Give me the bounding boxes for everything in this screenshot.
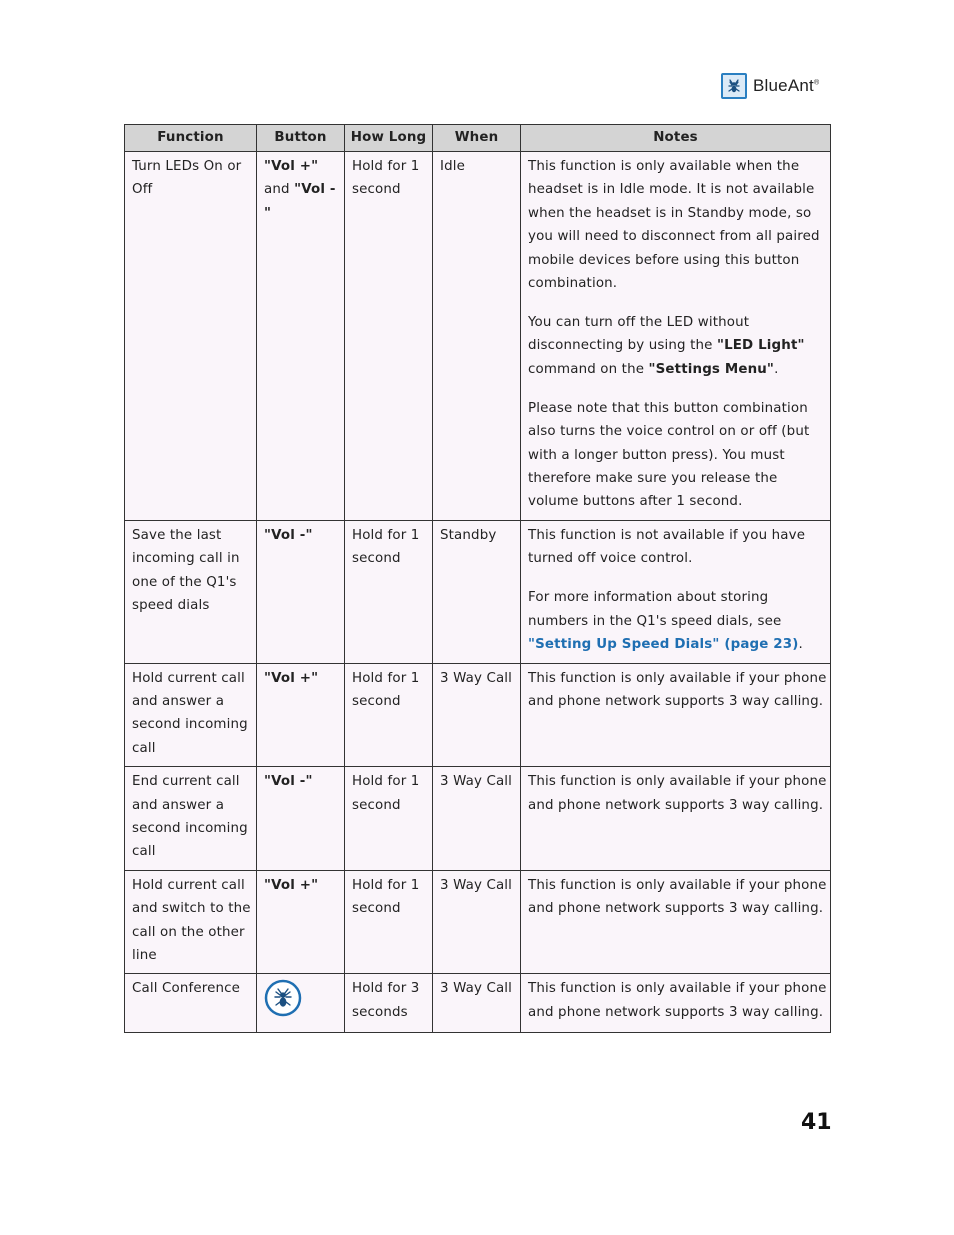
- how-long-cell: Hold for 3 seconds: [345, 974, 433, 1032]
- header-function: Function: [125, 125, 257, 152]
- when-cell: 3 Way Call: [433, 870, 521, 974]
- table-row: [125, 870, 831, 974]
- notes-cell: This function is only available if your phone and phone network supports 3 way calling.: [521, 974, 831, 1032]
- button-cell: "Vol +": [257, 663, 345, 767]
- notes-cell: [521, 520, 831, 663]
- speed-dials-link[interactable]: "Setting Up Speed Dials" (page 23): [528, 637, 799, 653]
- notes-cell: This function is only available if your phone and phone network supports 3 way calling.: [521, 663, 831, 767]
- button-cell: "Vol +": [257, 870, 345, 974]
- notes-cell: [521, 152, 831, 521]
- notes-paragraph: You can turn off the LED without disconnecting by using the "LED Light" command on the "Settings Menu".: [528, 315, 805, 377]
- how-long-cell: Hold for 1 second: [345, 520, 433, 663]
- function-cell: Turn LEDs On or Off: [125, 152, 257, 521]
- notes-paragraph: For more information about storing numbers in the Q1's speed dials, see "Setting Up Speed Dials" (page 23).: [528, 590, 803, 653]
- notes-cell: This function is only available if your phone and phone network supports 3 way calling.: [521, 870, 831, 974]
- header-button: Button: [257, 125, 345, 152]
- notes-cell: This function is only available if your phone and phone network supports 3 way calling.: [521, 767, 831, 871]
- button-cell: "Vol -": [257, 767, 345, 871]
- how-long-cell: Hold for 1 second: [345, 870, 433, 974]
- function-cell: Call Conference: [125, 974, 257, 1032]
- header-how-long: How Long: [345, 125, 433, 152]
- function-table: [124, 124, 831, 1033]
- when-cell: Idle: [433, 152, 521, 521]
- function-cell: End current call and answer a second incoming call: [125, 767, 257, 871]
- function-cell: Save the last incoming call in one of the Q1's speed dials: [125, 520, 257, 663]
- how-long-cell: Hold for 1 second: [345, 767, 433, 871]
- logo-wordmark: BlueAnt®: [753, 76, 820, 95]
- ant-button-icon: [264, 979, 302, 1025]
- header-notes: Notes: [521, 125, 831, 152]
- button-cell: [257, 974, 345, 1032]
- notes-paragraph: Please note that this button combination also turns the voice control on or off (but with a longer button press). You must therefore make sure you release the volume buttons after 1 second.: [528, 400, 810, 510]
- button-cell: "Vol -": [257, 520, 345, 663]
- header-when: When: [433, 125, 521, 152]
- function-cell: Hold current call and answer a second incoming call: [125, 663, 257, 767]
- when-cell: 3 Way Call: [433, 974, 521, 1032]
- when-cell: Standby: [433, 520, 521, 663]
- page-number: 41: [801, 1110, 832, 1135]
- notes-paragraph: This function is not available if you have turned off voice control.: [528, 527, 806, 567]
- table-row: [125, 152, 831, 521]
- table-row: [125, 974, 831, 1032]
- when-cell: 3 Way Call: [433, 663, 521, 767]
- table-header-row: [125, 125, 831, 152]
- table-row: [125, 520, 831, 663]
- how-long-cell: Hold for 1 second: [345, 663, 433, 767]
- button-cell: "Vol +" and "Vol -": [257, 152, 345, 521]
- ant-logo-icon: [721, 73, 747, 99]
- when-cell: 3 Way Call: [433, 767, 521, 871]
- notes-paragraph: This function is only available when the headset is in Idle mode. It is not available when the headset is in Standby mode, so you will need to disconnect from all paired mobile devices before using this button combination.: [528, 159, 820, 292]
- how-long-cell: Hold for 1 second: [345, 152, 433, 521]
- brand-logo: [721, 70, 819, 102]
- table-row: [125, 767, 831, 871]
- function-cell: Hold current call and switch to the call on the other line: [125, 870, 257, 974]
- table-row: [125, 663, 831, 767]
